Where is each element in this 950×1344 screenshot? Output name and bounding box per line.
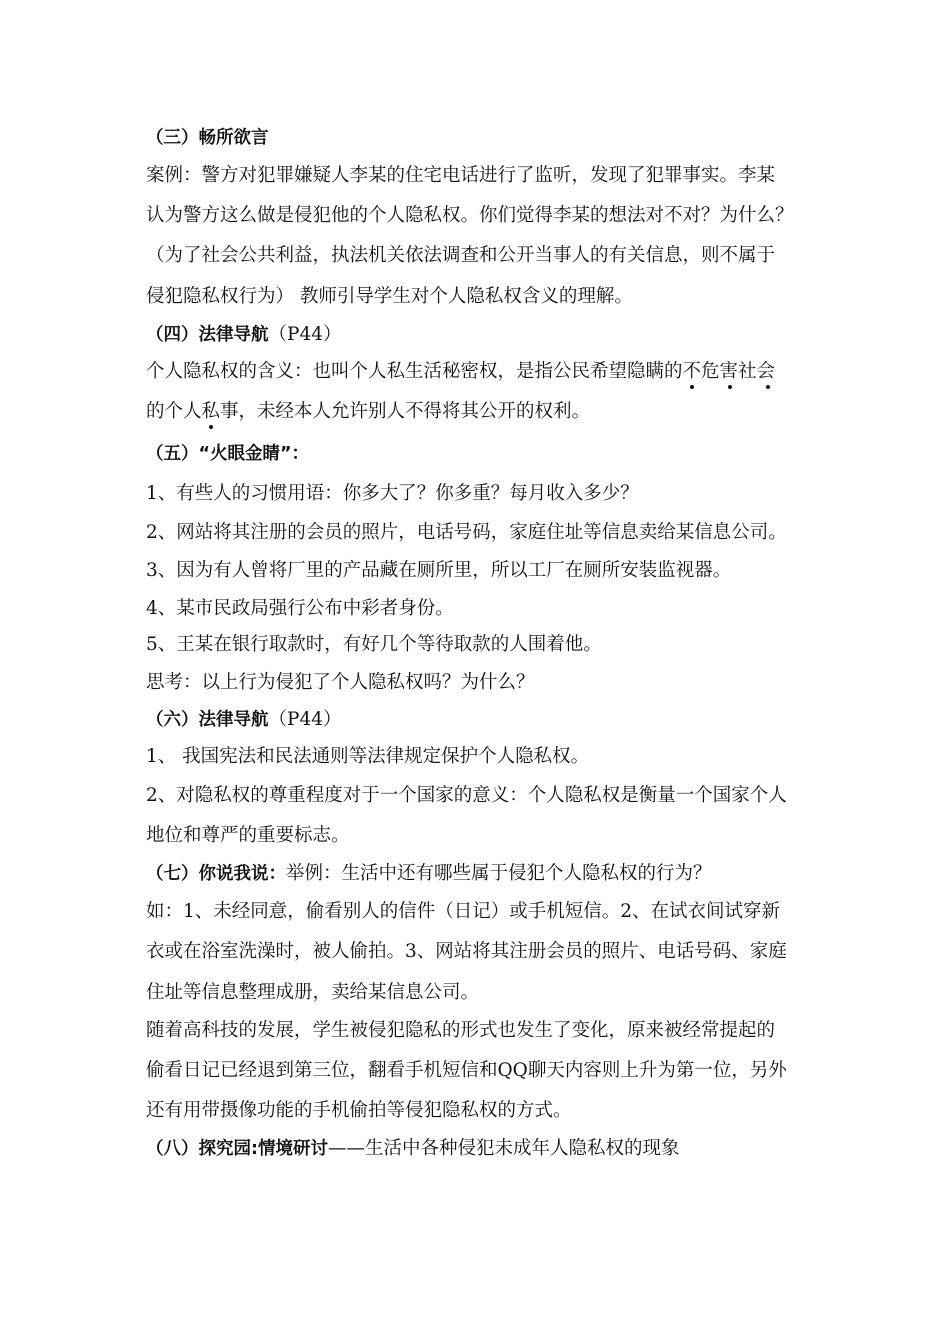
section-7-heading: （七）你说我说：	[146, 864, 286, 884]
section-7-line-5: 偷看日记已经退到第三位，翻看手机短信和QQ聊天内容则上升为第一位，另外	[146, 1060, 787, 1081]
list-item: 3、因为有人曾将厂里的产品藏在厕所里，所以工厂在厕所安装监视器。	[146, 560, 732, 581]
section-6-heading-line	[146, 708, 342, 732]
section-3-case-line-2: 认为警方这么做是侵犯他的个人隐私权。你们觉得李某的想法对不对？为什么？	[146, 205, 794, 226]
section-7-lead: 举例：生活中还有哪些属于侵犯个人隐私权的行为？	[286, 863, 712, 884]
list-item: 5、王某在银行取款时，有好几个等待取款的人围着他。	[146, 634, 602, 655]
emphasized-text: 私事	[201, 401, 239, 422]
emphasis-dot	[209, 425, 213, 429]
section-6-line-3: 地位和尊严的重要标志。	[146, 825, 350, 846]
emphasized-phrase	[202, 401, 239, 422]
section-5-heading: （五）“火眼金睛”：	[146, 444, 310, 464]
definition-text: ，未经本人允许别人不得将其公开的权利。	[238, 401, 591, 422]
section-3-case-line-4: 侵犯隐私权行为） 教师引导学生对个人隐私权含义的理解。	[146, 286, 633, 307]
section-4-page-ref: （P44）	[268, 324, 342, 345]
section-6-heading: （六）法律导航	[146, 710, 269, 730]
section-7-heading-line	[146, 862, 712, 886]
section-7-line-3: 住址等信息整理成册，卖给某信息公司。	[146, 982, 480, 1003]
section-4-definition-line-2	[146, 400, 590, 424]
section-5-think: 思考：以上行为侵犯了个人隐私权吗？为什么？	[146, 672, 535, 693]
section-6-line-1: 1、 我国宪法和民法通则等法律规定保护个人隐私权。	[146, 746, 590, 767]
section-8-heading-line	[146, 1137, 680, 1161]
section-4-heading-line	[146, 323, 342, 347]
section-6-page-ref: （P44）	[268, 709, 342, 730]
section-3-case-line-3: （为了社会公共利益，执法机关依法调查和公开当事人的有关信息，则不属于	[146, 245, 776, 266]
section-8-subtitle: ——生活中各种侵犯未成年人隐私权的现象	[328, 1138, 680, 1159]
section-3-case-line-1: 案例：警方对犯罪嫌疑人李某的住宅电话进行了监听，发现了犯罪事实。李某	[146, 165, 776, 186]
section-7-line-4: 随着高科技的发展，学生被侵犯隐私的形式也发生了变化，原来被经常提起的	[146, 1020, 776, 1041]
emphasis-dot	[766, 385, 770, 389]
definition-text: 的个人	[146, 401, 202, 422]
section-8-heading: （八）探究园:情境研讨	[146, 1139, 328, 1159]
section-7-line-6: 还有用带摄像功能的手机偷拍等侵犯隐私权的方式。	[146, 1100, 572, 1121]
emphasized-text: 不危害社会	[682, 361, 776, 382]
list-item: 1、有些人的习惯用语：你多大了？你多重？每月收入多少？	[146, 483, 639, 504]
definition-text: 个人隐私权的含义：也叫个人私生活秘密权，是指公民希望隐瞒的	[146, 361, 683, 382]
section-3-heading: （三）畅所欲言	[146, 128, 269, 148]
section-6-line-2: 2、对隐私权的尊重程度对于一个国家的意义：个人隐私权是衡量一个国家个人	[146, 785, 787, 806]
emphasized-phrase	[683, 361, 776, 382]
section-4-heading: （四）法律导航	[146, 325, 269, 345]
emphasis-dot	[690, 385, 694, 389]
list-item: 2、网站将其注册的会员的照片，电话号码，家庭住址等信息卖给某信息公司。	[146, 522, 787, 543]
section-7-line-1: 如：1、未经同意，偷看别人的信件（日记）或手机短信。2、在试衣间试穿新	[146, 901, 781, 922]
list-item: 4、某市民政局强行公布中彩者身份。	[146, 598, 454, 619]
section-4-definition-line-1	[146, 360, 775, 384]
section-7-line-2: 衣或在浴室洗澡时，被人偷拍。3、网站将其注册会员的照片、电话号码、家庭	[146, 941, 787, 962]
emphasis-dot	[728, 385, 732, 389]
